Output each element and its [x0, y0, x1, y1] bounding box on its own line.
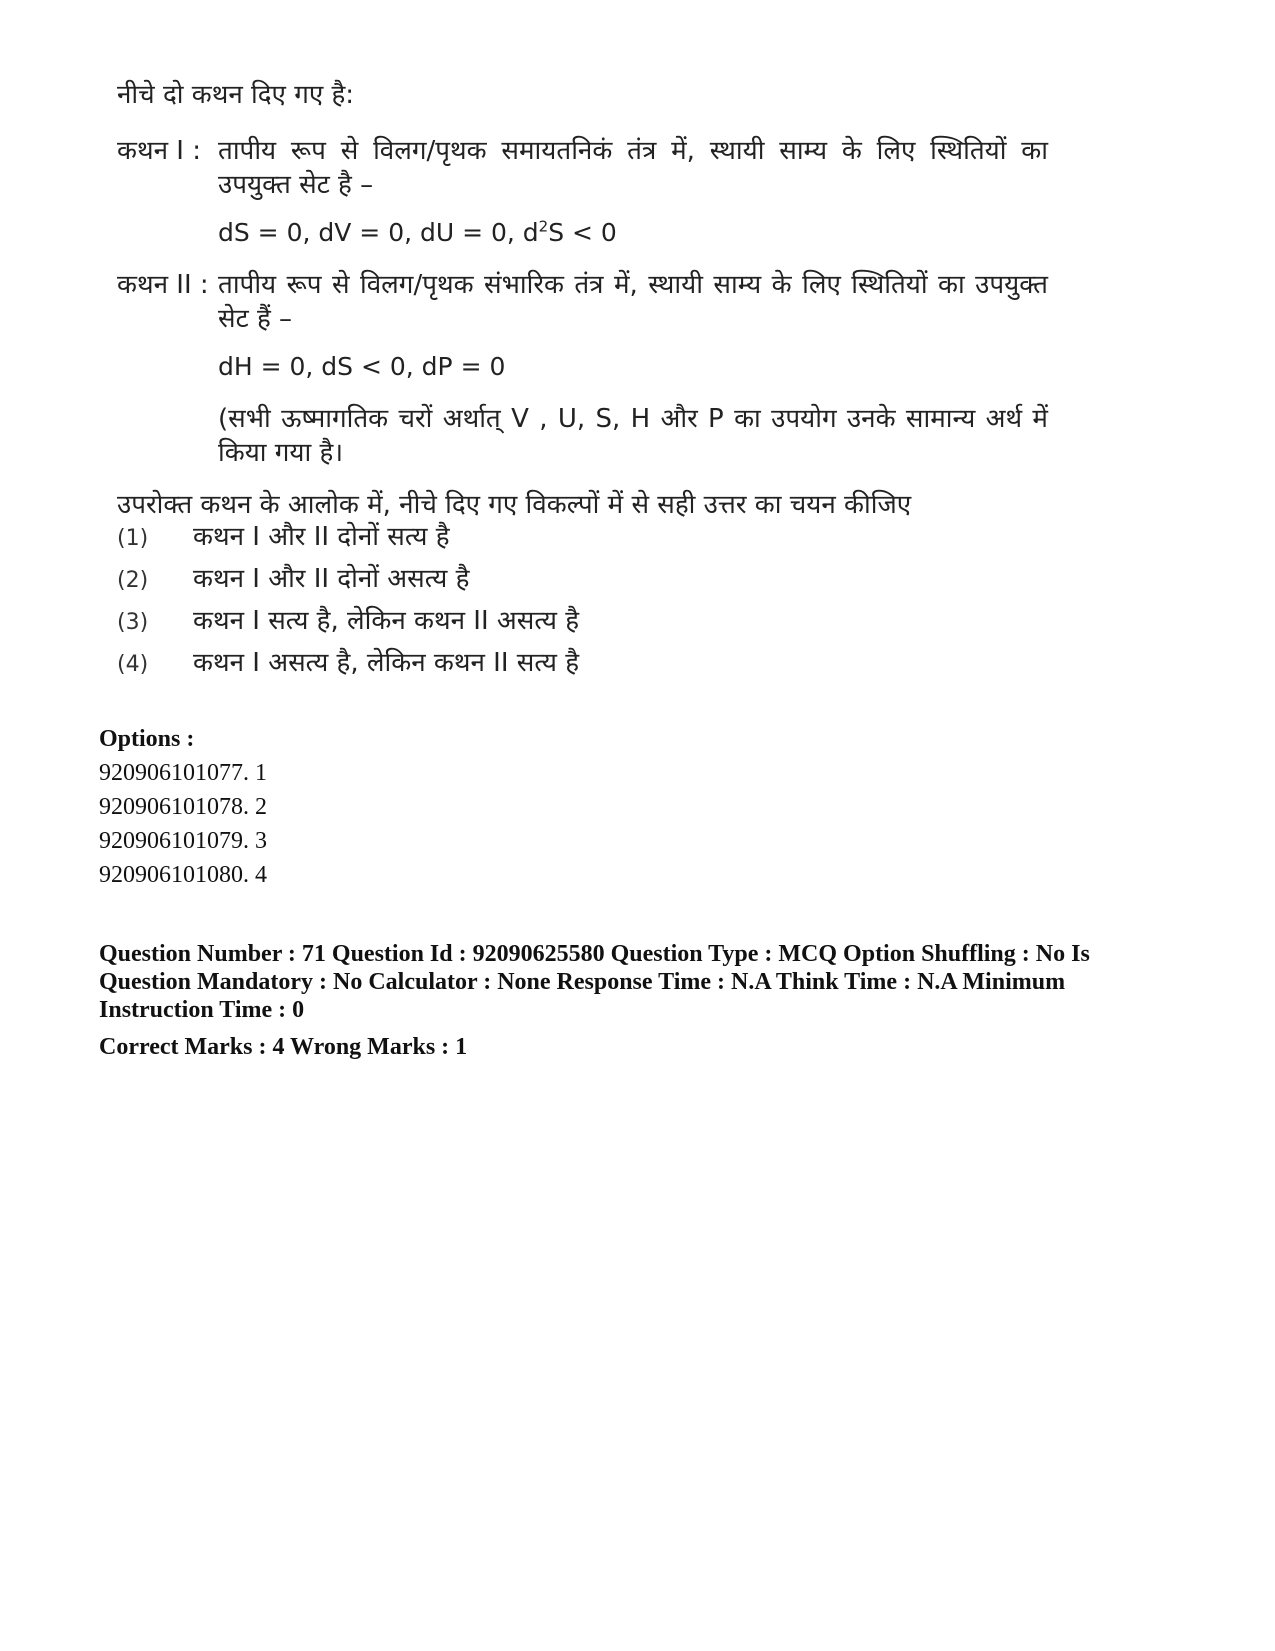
marks-info: Correct Marks : 4 Wrong Marks : 1 [99, 1034, 468, 1060]
question-prompt: उपरोक्त कथन के आलोक में, नीचे दिए गए विकल्पों में से सही उत्तर का चयन कीजिए [117, 490, 912, 520]
choice-3-number: (3) [117, 610, 149, 635]
choice-2-number: (2) [117, 568, 149, 593]
statement-1-equation-part1: dS = 0, dV = 0, dU = 0, d [218, 218, 539, 247]
option-item: 920906101080. 4 [99, 862, 267, 888]
choice-2-text: कथन I और II दोनों असत्य है [193, 564, 470, 594]
statement-1-equation-superscript: 2 [538, 217, 549, 236]
choice-1-number: (1) [117, 526, 149, 551]
choice-3-text: कथन I सत्य है, लेकिन कथन II असत्य है [193, 606, 580, 636]
options-heading: Options : [99, 726, 195, 752]
variables-note: (सभी ऊष्मागतिक चरों अर्थात् V , U, S, H और P का उपयोग उनके सामान्य अर्थ में किया गया है। [218, 404, 1048, 468]
statement-2-text: तापीय रूप से विलग/पृथक संभारिक तंत्र में, स्थायी साम्य के लिए स्थितियों का उपयुक्त सेट हैं – [218, 270, 1048, 334]
statement-1-text: तापीय रूप से विलग/पृथक समायतनिकं तंत्र में, स्थायी साम्य के लिए स्थितियों का उपयुक्त सेट है – [218, 136, 1048, 200]
statement-1-equation [218, 216, 617, 250]
question-meta-info: Question Number : 71 Question Id : 92090625580 Question Type : MCQ Option Shuffling : No Is Question Mandatory : No Calculator : None Response Time : N.A Think Time : N.A Minimum Instruction Time : 0 [99, 941, 1090, 1023]
choice-1-text: कथन I और II दोनों सत्य है [193, 522, 450, 552]
option-item: 920906101077. 1 [99, 760, 267, 786]
choice-4-text: कथन I असत्य है, लेकिन कथन II सत्य है [193, 648, 580, 678]
question-intro: नीचे दो कथन दिए गए है: [117, 80, 355, 110]
choice-4-number: (4) [117, 652, 149, 677]
option-item: 920906101078. 2 [99, 794, 267, 820]
option-item: 920906101079. 3 [99, 828, 267, 854]
statement-2-label: कथन II : [117, 270, 209, 300]
statement-1-label: कथन I : [117, 136, 201, 166]
statement-2-equation: dH = 0, dS < 0, dP = 0 [218, 352, 506, 381]
statement-1-equation-part2: S < 0 [548, 218, 617, 247]
options-list [99, 756, 267, 892]
